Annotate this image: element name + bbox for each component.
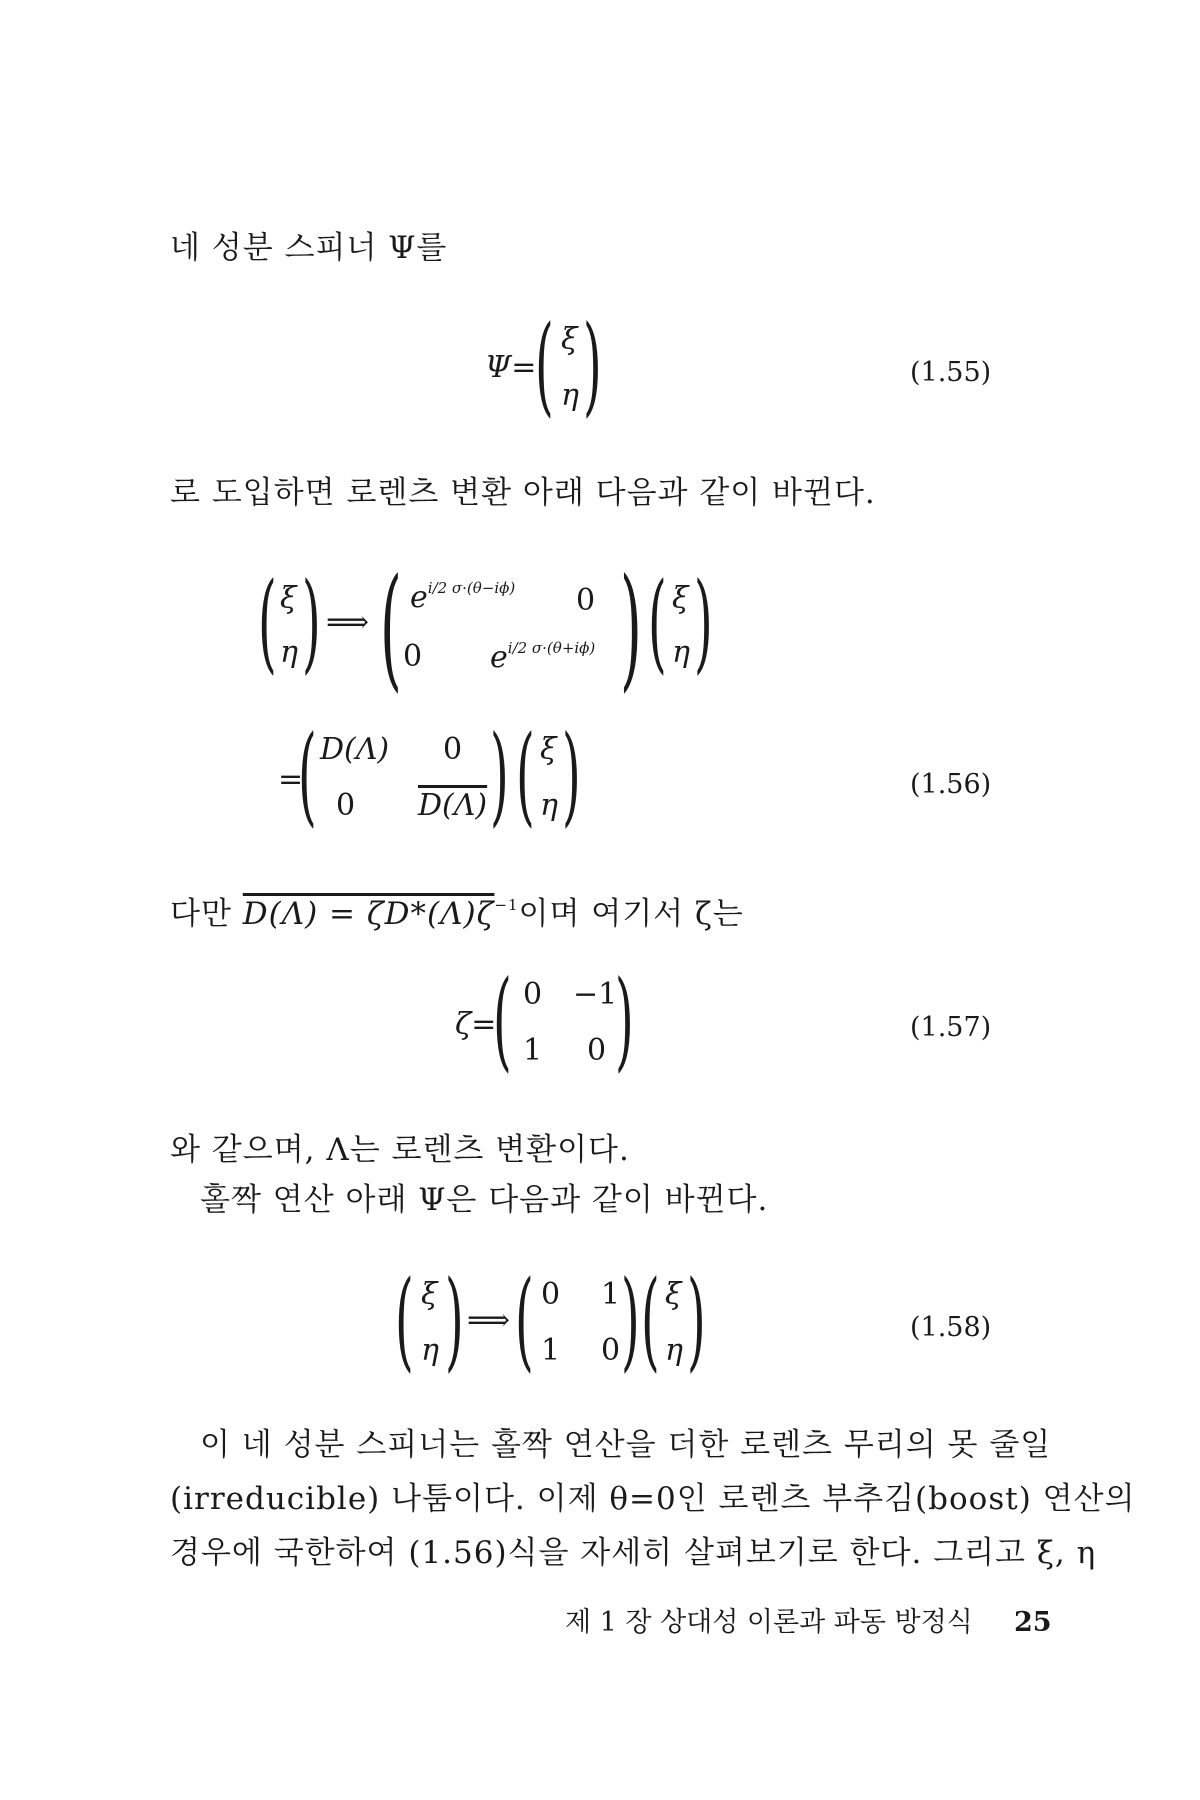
eq57-m12: −1	[573, 977, 618, 1012]
page-number: 25	[1013, 1607, 1052, 1638]
eq56b-vec-bottom: η	[540, 788, 558, 823]
eq57-m21: 1	[523, 1033, 543, 1068]
eq58-matrix-right-paren: )	[621, 1258, 640, 1384]
eq-number-1-56: (1.56)	[910, 769, 992, 800]
equation-1-57	[455, 958, 655, 1085]
eq58-vec2-bottom: η	[665, 1333, 683, 1368]
eq56b-m22: D(Λ)	[418, 788, 488, 823]
eq56a-vec1-left-paren: (	[258, 560, 277, 686]
eq56b-m12: 0	[443, 732, 463, 767]
eq56a-m21: 0	[403, 639, 423, 674]
eq58-vec2-left-paren: (	[641, 1258, 660, 1384]
after-56-line: 다만 $D(\Lambda) = \zeta D*(\Lambda)\zeta^{-1}$이며 여기서 ζ는	[170, 896, 744, 932]
eq58-vec1-right-paren: )	[445, 1258, 464, 1384]
eq57-lhs: ζ=	[455, 1007, 497, 1042]
equation-1-56a	[258, 549, 718, 706]
eq55-bottom: η	[561, 378, 579, 413]
eq58-m12: 1	[601, 1277, 621, 1312]
eq55-right-paren: )	[583, 303, 602, 429]
eq56a-vec1-bottom: η	[280, 635, 298, 670]
eq58-matrix-left-paren: (	[515, 1258, 534, 1384]
eq58-m11: 0	[541, 1277, 561, 1312]
eq56a-vec1-top: ξ	[280, 581, 297, 616]
eq58-vec1-bottom: η	[421, 1333, 439, 1368]
eq56b-matrix-left-paren: (	[298, 713, 317, 839]
after-57-line-a: 와 같으며, Λ는 로렌츠 변환이다.	[170, 1132, 630, 1168]
eq56a-arrow: ⟹	[326, 605, 370, 640]
eq56a-vec1-right-paren: )	[302, 560, 321, 686]
eq56a-matrix-right-paren: )	[620, 549, 642, 706]
equation-1-56b	[278, 713, 581, 840]
eq55-left-paren: (	[535, 303, 554, 429]
eq57-right-paren: )	[615, 958, 634, 1084]
eq55-top: ξ	[561, 322, 578, 357]
eq58-vec2-top: ξ	[665, 1277, 682, 1312]
eq-number-1-55: (1.55)	[910, 357, 992, 388]
eq58-vec2-right-paren: )	[687, 1258, 706, 1384]
equation-1-58	[395, 1258, 706, 1385]
eq56b-matrix-right-paren: )	[490, 713, 509, 839]
eq-number-1-57: (1.57)	[910, 1012, 992, 1043]
eq56b-m11: D(Λ)	[320, 732, 390, 767]
eq56a-m12: 0	[576, 583, 596, 618]
chapter-title: 제 1 장 상대성 이론과 파동 방정식	[565, 1607, 973, 1638]
eq57-m22: 0	[587, 1033, 607, 1068]
eq56a-vec2-top: ξ	[672, 581, 689, 616]
eq56a-vec2-left-paren: (	[648, 560, 667, 686]
eq56a-m11: $e^{i/2 \sigma\cdot(\theta-i\phi)}$	[410, 579, 516, 615]
eq56b-vec-left-paren: (	[516, 713, 535, 839]
intro-line: 네 성분 스피너 Ψ를	[170, 230, 448, 266]
eq58-m21: 1	[541, 1333, 561, 1368]
eq58-m22: 0	[601, 1333, 621, 1368]
eq58-arrow: ⟹	[467, 1303, 511, 1338]
eq56b-m21: 0	[336, 788, 356, 823]
paragraph-line-3: 경우에 국한하여 (1.56)식을 자세히 살펴보기로 한다. 그리고 ξ, η	[170, 1535, 1097, 1571]
eq56a-vec2-right-paren: )	[694, 560, 713, 686]
eq56a-m22: $e^{i/2 \sigma\cdot(\theta+i\phi)}$	[490, 639, 596, 675]
body-paragraph	[170, 1418, 1136, 1580]
eq56b-equals: =	[278, 762, 304, 797]
eq56b-vec-top: ξ	[540, 732, 557, 767]
after-55-line: 로 도입하면 로렌츠 변환 아래 다음과 같이 바뀐다.	[170, 475, 876, 511]
eq56a-vec2-bottom: η	[672, 635, 690, 670]
eq55-lhs: Ψ=	[485, 350, 537, 385]
equation-1-55	[485, 303, 605, 430]
eq57-left-paren: (	[493, 958, 512, 1084]
eq57-m11: 0	[523, 977, 543, 1012]
after-57-line-b: 홀짝 연산 아래 Ψ은 다음과 같이 바뀐다.	[200, 1182, 769, 1218]
paragraph-line-1: 이 네 성분 스피너는 홀짝 연산을 더한 로렌츠 무리의 못 줄일	[200, 1427, 1052, 1463]
paragraph-line-2: (irreducible) 나툼이다. 이제 θ=0인 로렌츠 부추김(boost) 연산의	[170, 1481, 1136, 1517]
eq58-vec1-top: ξ	[421, 1277, 438, 1312]
eq58-vec1-left-paren: (	[395, 1258, 414, 1384]
eq56a-matrix-left-paren: (	[380, 549, 402, 706]
eq-number-1-58: (1.58)	[910, 1312, 992, 1343]
after-56-formula: D(Λ) = ζD*(Λ)ζ	[242, 896, 495, 932]
page-footer	[565, 1600, 1052, 1639]
eq56b-vec-right-paren: )	[562, 713, 581, 839]
